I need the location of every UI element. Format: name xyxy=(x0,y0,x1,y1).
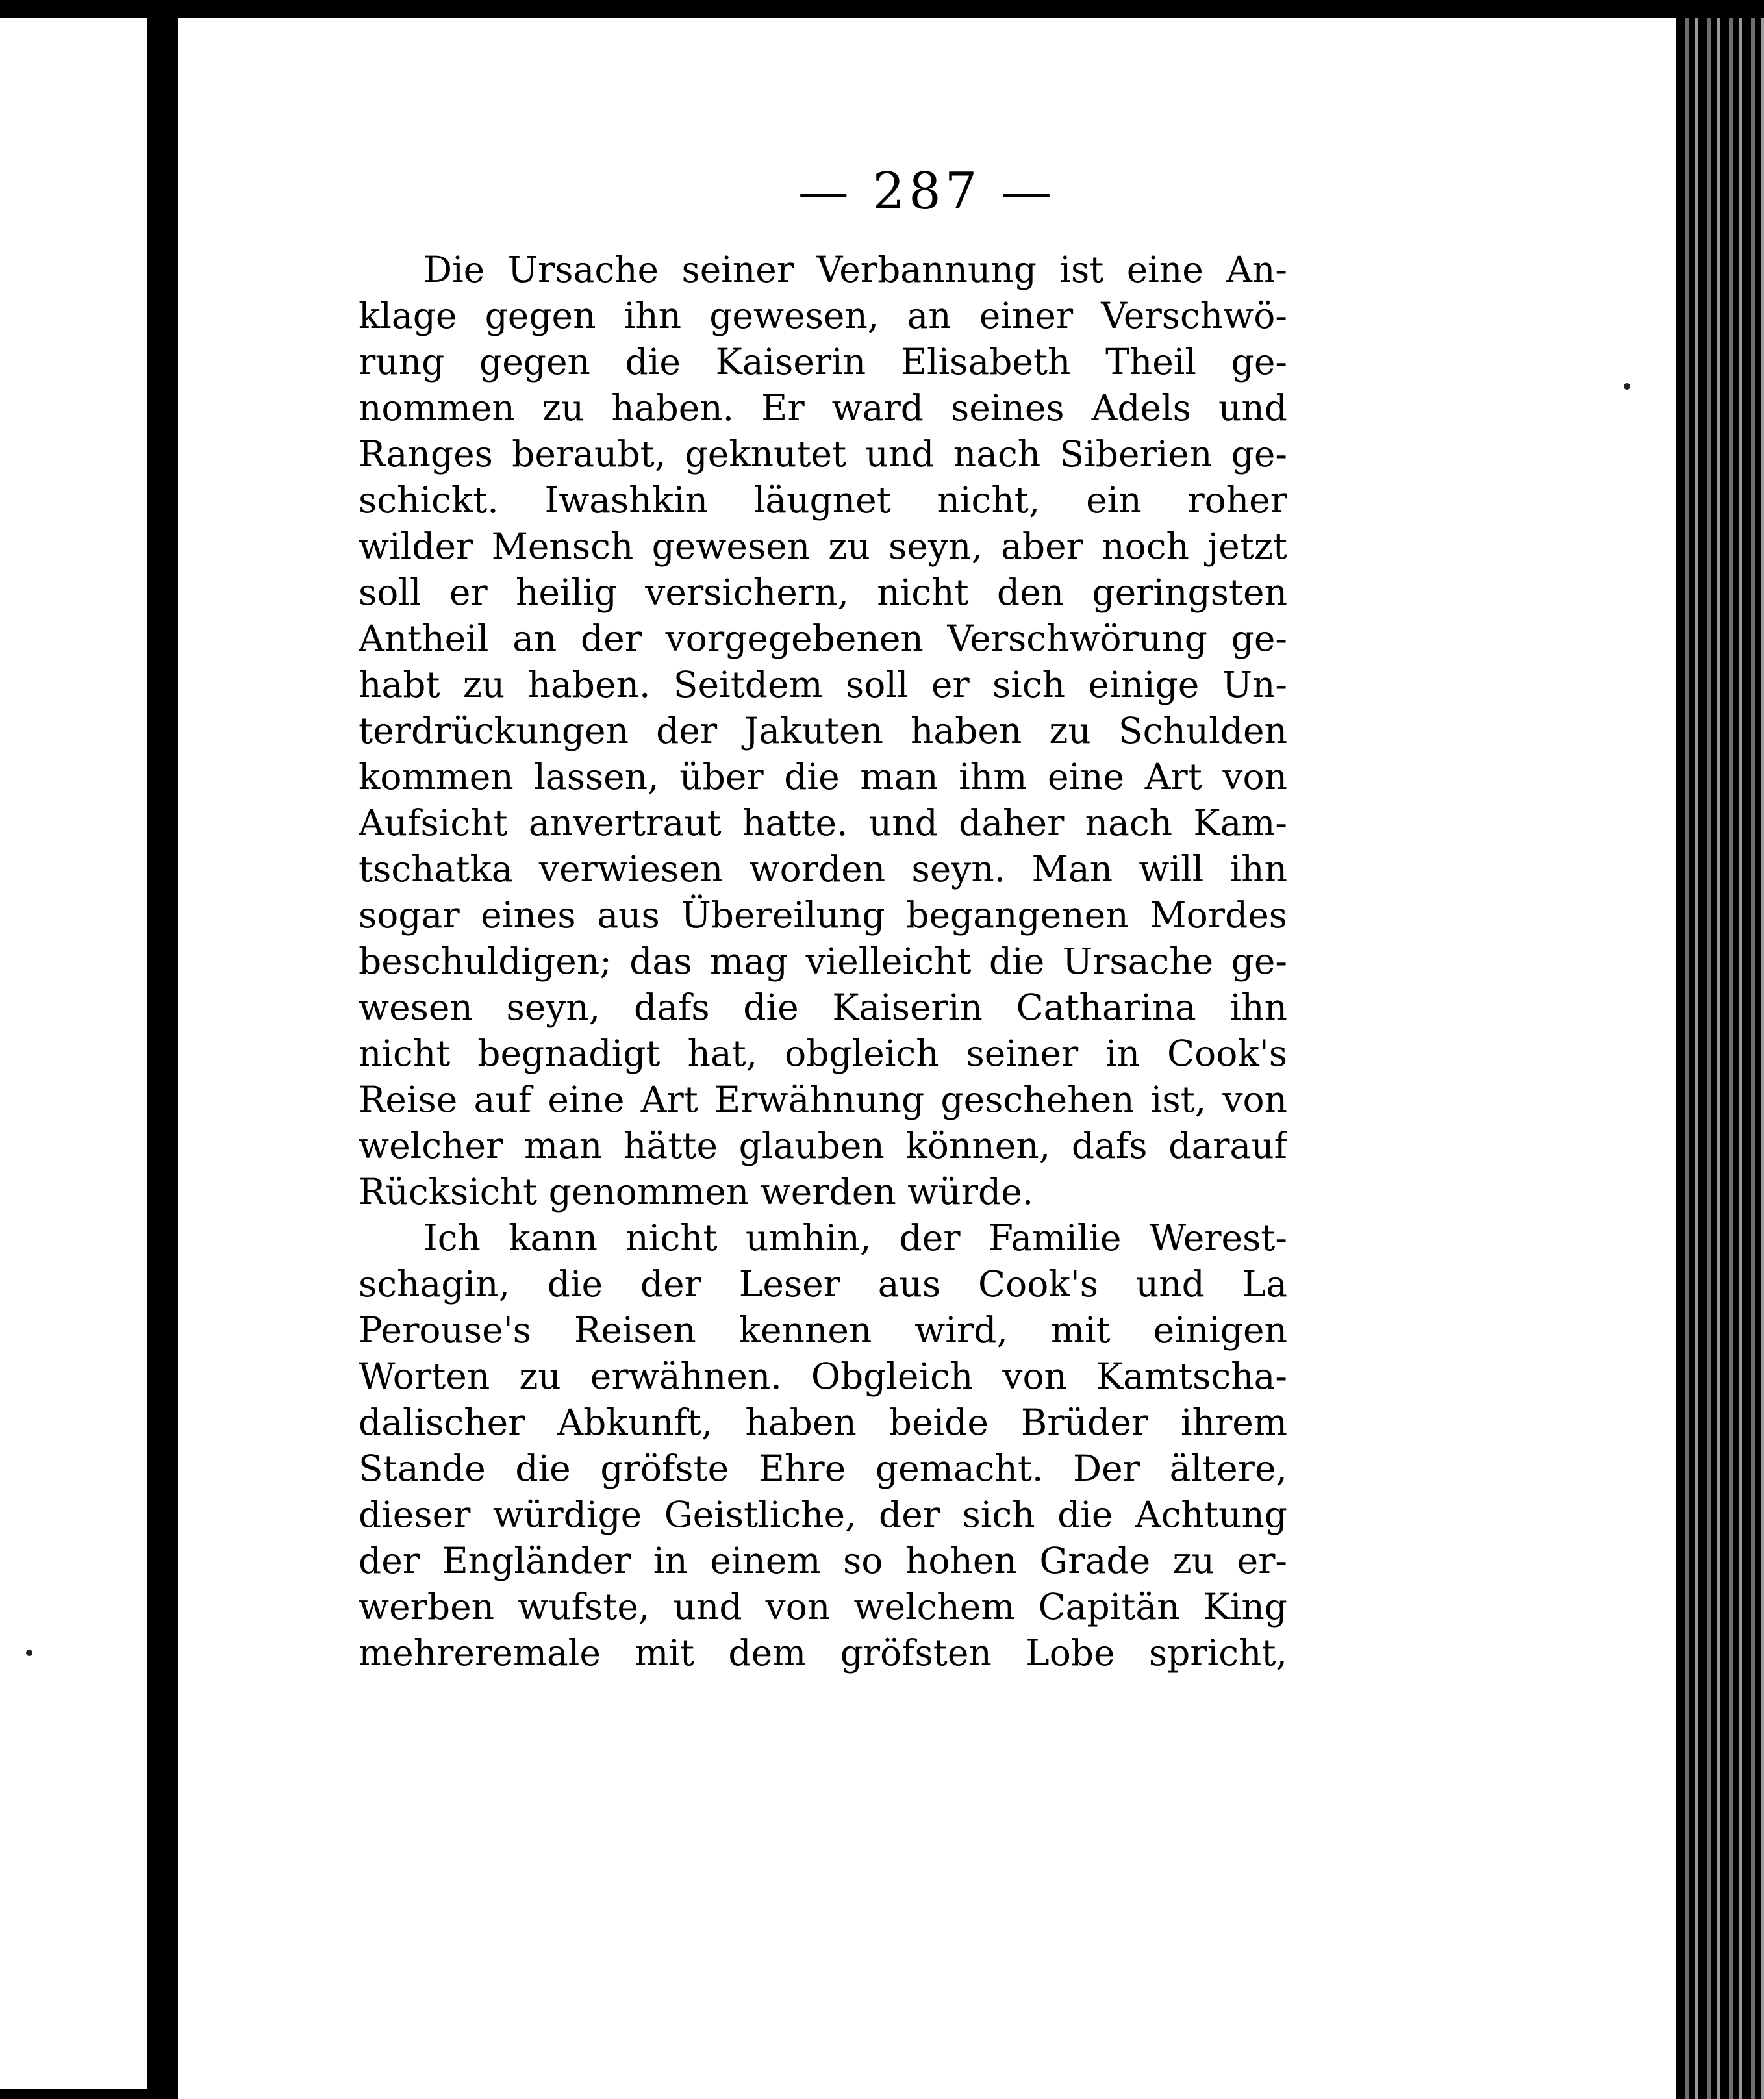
text-line: rung gegen die Kaiserin Elisabeth Theil ge- xyxy=(359,341,1287,383)
text-line: nicht begnadigt hat, obgleich seiner in Cook's xyxy=(359,1033,1287,1074)
text-line: Aufsicht anvertraut hatte. und daher nach Kam- xyxy=(359,802,1287,844)
page-stack-edges xyxy=(1676,18,1764,2099)
text-line: habt zu haben. Seitdem soll er sich einige Un- xyxy=(359,664,1287,705)
text-line: wesen seyn, dafs die Kaiserin Catharina ihn xyxy=(359,987,1287,1028)
text-line: sogar eines aus Übereilung begangenen Mordes xyxy=(359,894,1287,936)
top-frame xyxy=(0,0,1764,18)
text-line: schickt. Iwashkin läugnet nicht, ein roher xyxy=(359,479,1287,521)
ink-speck xyxy=(26,1650,32,1656)
text-line: nommen zu haben. Er ward seines Adels und xyxy=(359,387,1287,429)
text-line: Antheil an der vorgegebenen Verschwörung ge- xyxy=(359,618,1287,659)
text-line: Die Ursache seiner Verbannung ist eine An- xyxy=(423,249,1287,290)
text-line: der Engländer in einem so hohen Grade zu er- xyxy=(359,1540,1287,1581)
text-line: terdrückungen der Jakuten haben zu Schulden xyxy=(359,710,1287,751)
text-line: Perouse's Reisen kennen wird, mit einigen xyxy=(359,1309,1287,1351)
body-text xyxy=(359,247,1287,1676)
facing-page-edge xyxy=(0,18,147,2089)
text-line: soll er heilig versichern, nicht den geringsten xyxy=(359,572,1287,613)
text-line: beschuldigen; das mag vielleicht die Ursache ge- xyxy=(359,940,1287,982)
text-line: mehreremale mit dem gröfsten Lobe spricht, xyxy=(359,1632,1287,1674)
text-line: Ranges beraubt, geknutet und nach Siberien ge- xyxy=(359,433,1287,475)
text-line: dieser würdige Geistliche, der sich die Achtung xyxy=(359,1494,1287,1535)
text-line: tschatka verwiesen worden seyn. Man will ihn xyxy=(359,848,1287,890)
text-line: klage gegen ihn gewesen, an einer Verschwö- xyxy=(359,295,1287,336)
page-number: — 287 — xyxy=(798,162,1056,221)
text-line: werben wufste, und von welchem Capitän King xyxy=(359,1586,1287,1628)
book-gutter xyxy=(147,18,178,2099)
text-line: Stande die gröfste Ehre gemacht. Der ältere, xyxy=(359,1448,1287,1489)
text-line: Ich kann nicht umhin, der Familie Werest- xyxy=(423,1217,1287,1259)
text-line: welcher man hätte glauben können, dafs darauf xyxy=(359,1125,1287,1166)
text-line: kommen lassen, über die man ihm eine Art von xyxy=(359,756,1287,798)
ink-speck xyxy=(1624,383,1630,390)
text-line: Worten zu erwähnen. Obgleich von Kamtscha- xyxy=(359,1355,1287,1397)
text-line: Reise auf eine Art Erwähnung geschehen ist, von xyxy=(359,1079,1287,1120)
text-line: dalischer Abkunft, haben beide Brüder ihrem xyxy=(359,1401,1287,1443)
text-line: Rücksicht genommen werden würde. xyxy=(359,1171,1034,1213)
text-line: schagin, die der Leser aus Cook's und La xyxy=(359,1263,1287,1305)
text-line: wilder Mensch gewesen zu seyn, aber noch jetzt xyxy=(359,525,1287,567)
